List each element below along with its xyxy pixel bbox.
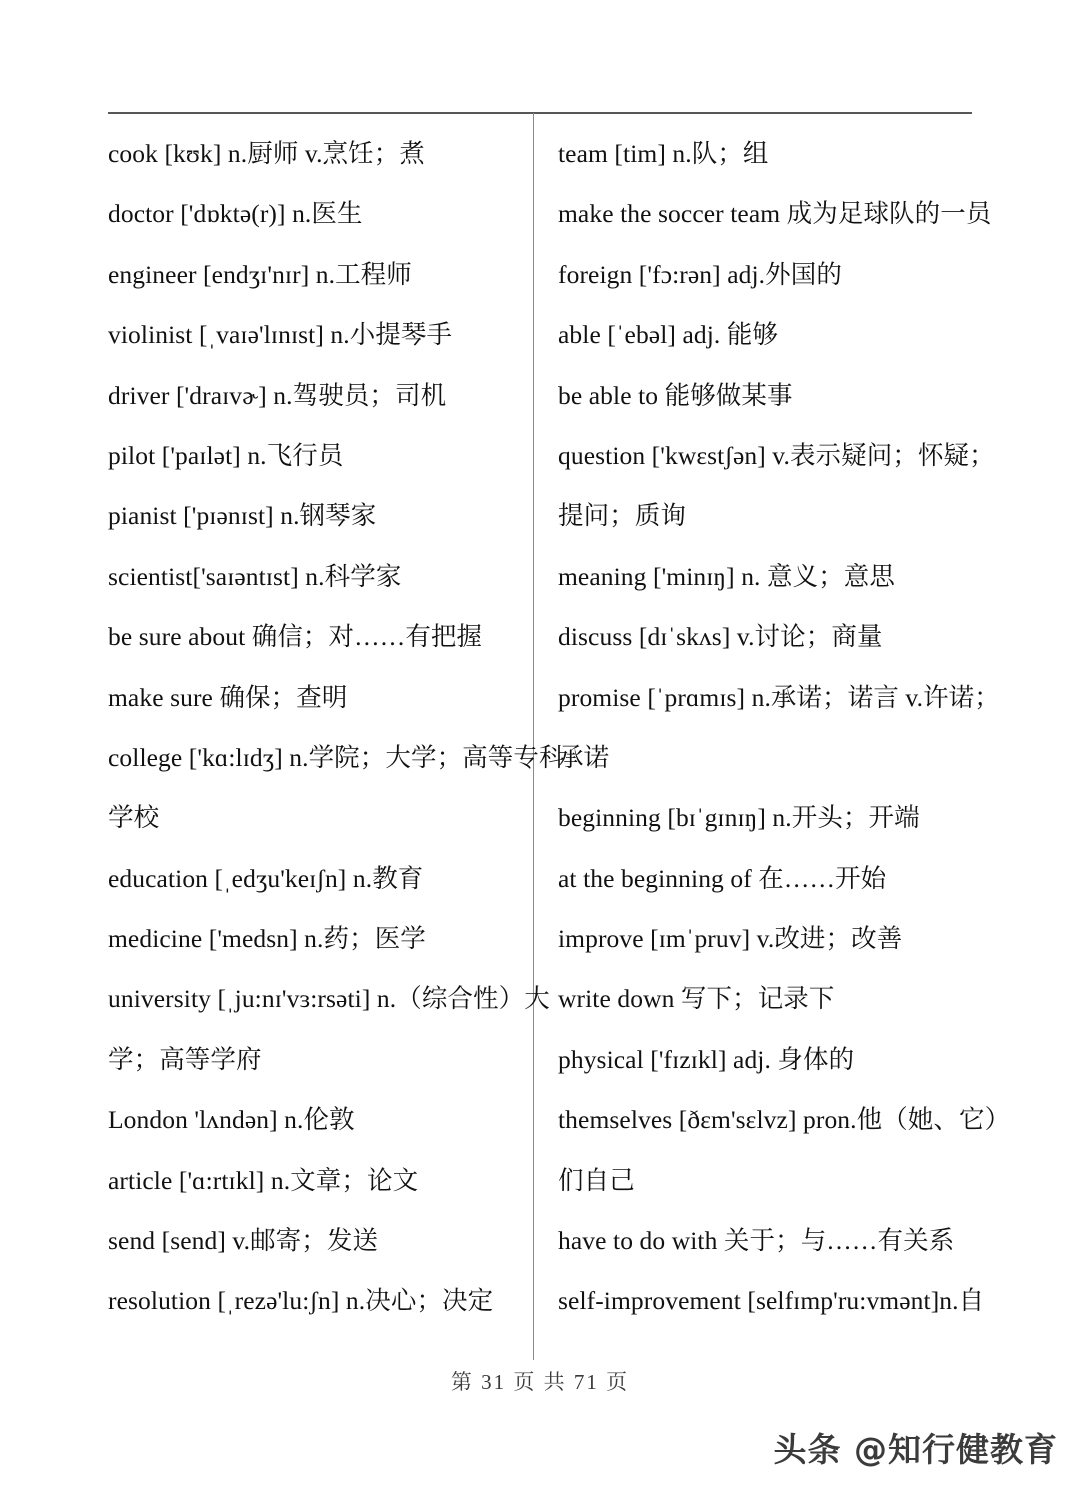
vocab-entry: violinist [ˌvaɪə'lɪnɪst] n.小提琴手 [108, 320, 453, 350]
vocab-entry-continuation: 学校 [108, 803, 160, 833]
vocab-entry: meaning ['minɪŋ] n. 意义；意思 [558, 561, 896, 591]
vocab-entry: university [ˌju:nɪ'vɜ:rsəti] n.（综合性）大 [108, 984, 550, 1014]
vocab-entry: discuss [dɪˈskʌs] v.讨论；商量 [558, 622, 883, 652]
vocab-entry: make sure 确保；查明 [108, 682, 348, 712]
vocab-entry: beginning [bɪˈgɪnɪŋ] n.开头；开端 [558, 803, 920, 833]
vocab-entry: write down 写下；记录下 [558, 984, 835, 1014]
vocab-entry: be able to 能够做某事 [558, 380, 793, 410]
vocab-entry: college ['kɑ:lɪdʒ] n.学院；大学；高等专科 [108, 742, 565, 772]
vocab-entry: foreign ['fɔ:rən] adj.外国的 [558, 259, 842, 289]
vocab-entry: improve [ɪmˈpruv] v.改进；改善 [558, 924, 903, 954]
vocab-entry: themselves [ðɛm'sɛlvz] pron.他（她、它） [558, 1105, 1011, 1135]
column-divider [533, 113, 534, 1360]
vocab-entry-continuation: 学；高等学府 [108, 1044, 262, 1074]
vocab-entry: doctor ['dɒktə(r)] n.医生 [108, 199, 363, 229]
vocab-entry: London 'lʌndən] n.伦敦 [108, 1105, 355, 1135]
page-footer: 第 31 页 共 71 页 [450, 1370, 630, 1394]
vocab-entry: education [ˌedʒu'keɪʃn] n.教育 [108, 863, 424, 893]
watermark: 头条 @知行健教育 [773, 1430, 1058, 1469]
vocab-entry-continuation: 们自己 [558, 1165, 635, 1195]
vocab-entry: article ['ɑ:rtɪkl] n.文章；论文 [108, 1165, 419, 1195]
vocab-entry: physical ['fɪzɪkl] adj. 身体的 [558, 1044, 855, 1074]
vocab-entry: resolution [ˌrezə'lu:ʃn] n.决心；决定 [108, 1286, 494, 1316]
vocab-entry: send [send] v.邮寄；发送 [108, 1226, 379, 1256]
vocab-entry: able [ˈebəl] adj. 能够 [558, 320, 779, 350]
vocab-entry-continuation: 承诺 [558, 742, 610, 772]
vocab-entry: at the beginning of 在……开始 [558, 863, 887, 893]
vocab-entry: pianist ['pɪənɪst] n.钢琴家 [108, 501, 377, 531]
vocab-entry: cook [kʊk] n.厨师 v.烹饪；煮 [108, 139, 425, 168]
vocab-entry: pilot ['paɪlət] n.飞行员 [108, 440, 344, 470]
vocab-entry: self-improvement [selfɪmp'ru:vmənt]n.自 [558, 1286, 985, 1316]
vocab-entry: have to do with 关于；与……有关系 [558, 1226, 955, 1256]
vocab-entry: engineer [endʒɪ'nɪr] n.工程师 [108, 259, 412, 289]
vocab-entry: question ['kwɛstʃən] v.表示疑问；怀疑； [558, 440, 995, 470]
vocab-entry: driver ['draɪvɚ] n.驾驶员；司机 [108, 380, 447, 410]
left-column [108, 124, 565, 1332]
vocab-entry: team [tim] n.队；组 [558, 139, 769, 168]
vocab-entry: be sure about 确信；对……有把握 [108, 622, 483, 652]
vocab-entry: make the soccer team 成为足球队的一员 [558, 199, 992, 229]
vocab-entry: medicine ['medsn] n.药；医学 [108, 924, 426, 954]
vocab-entry: scientist['saɪəntɪst] n.科学家 [108, 561, 402, 591]
right-column [558, 124, 1011, 1332]
vocab-entry: promise [ˈprɑmɪs] n.承诺；诺言 v.许诺； [558, 682, 1000, 712]
header-rule [108, 112, 972, 114]
vocab-entry-continuation: 提问；质询 [558, 501, 687, 531]
